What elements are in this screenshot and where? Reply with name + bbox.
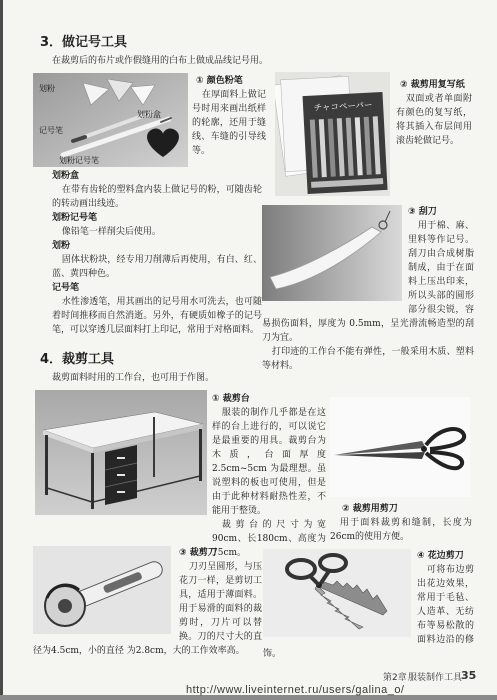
scissors-title: ② 裁剪用剪刀	[342, 504, 398, 514]
marking-tools-photo	[33, 73, 188, 167]
chalk-title: 划粉	[52, 241, 71, 251]
footer-chapter-title: 服装制作工具	[408, 673, 463, 683]
carbon-paper-title: ② 裁剪用复写纸	[400, 80, 465, 90]
scissors-illustration	[330, 397, 470, 497]
pinking-shears-title: ④ 花边剪刀	[417, 551, 464, 561]
page-number: 35	[461, 669, 477, 682]
spatula-photo	[262, 205, 402, 301]
spatula-note: 打印迹的工作台不能有弹性，一般采用木质、塑料等材料。	[262, 347, 474, 371]
carbon-paper-text: 双面或者单面附有颜色的复写纸，将其插入布层间用滚齿轮做记号。	[396, 94, 472, 146]
marking-subitems	[52, 169, 262, 337]
spatula-block	[262, 205, 474, 373]
pinking-shears-text: 可将布边剪出花边效果，常用于毛毡、人造革、无纺布等易松散的面料边沿的修饰。	[263, 565, 474, 659]
section-3-intro: 在裁剪后的布片或作假缝用的白布上做成品线记号用。	[52, 56, 269, 66]
rotary-cutter-text: 刀刃呈圆形，与压花刀一样，是剪切工具，适用于薄面料。用于易滑的面料的裁剪时，刀片可以替换。刀的尺寸大的直径为4.5cm，小的直径 为2.8cm，大的工作效率高。	[33, 562, 262, 656]
spatula-title: ③ 刮刀	[408, 207, 437, 217]
label-chalk: 划粉	[39, 84, 55, 93]
chalk-box-text: 在带有齿轮的塑料盒内装上做记号的粉，可随齿轮的转动画出线迹。	[52, 185, 262, 209]
footer-chapter: 第2章	[383, 673, 407, 683]
carbon-paper-illustration	[275, 72, 390, 196]
carbon-paper-block	[396, 78, 472, 148]
scissors-photo	[330, 397, 470, 497]
spatula-illustration	[262, 205, 402, 301]
chalk-box-title: 划粉盒	[52, 171, 80, 181]
rotary-cutter-photo	[33, 546, 171, 634]
drawer-handle	[117, 474, 125, 476]
colored-chalk-text: 在厚面料上做记号时用来画出纸样的轮廓，还用于缝线、车缝的引导线等。	[192, 90, 266, 156]
scan-edge-left	[0, 0, 3, 700]
carbon-paper-photo	[275, 72, 390, 196]
pinking-shears-block	[263, 549, 474, 661]
chalk-pencil-text: 像铅笔一样削尖后使用。	[61, 227, 161, 237]
rotary-cutter-illustration	[33, 546, 171, 634]
cutting-table-title: ① 裁剪台	[212, 394, 250, 404]
spatula-text: 用于棉、麻、里料等作记号。刮刀由合成树脂制成，由于在面料上压出印来，所以头部的圆形部分很尖锐，容易损伤面料，厚度为 0.5mm，呈光滑流畅造型的刮刀为宜。	[262, 221, 474, 343]
blade-hub	[58, 599, 72, 613]
drawer-handle	[117, 457, 125, 459]
section-4-intro: 裁剪面料时用的工作台，也可用于作图。	[52, 373, 215, 383]
label-chalk-pencil: 划粉记号笔	[59, 156, 99, 165]
scissors-pivot	[421, 446, 427, 452]
drawer-handle	[117, 491, 125, 493]
table-leg	[199, 429, 202, 481]
marker-title: 记号笔	[52, 283, 80, 293]
cutting-table-text: 服装的制作几乎都是在这样的台上进行的，可以说它是最重要的用具。裁剪台为木质，台面厚度 2.5cm~5cm 为最理想。虽说塑料的板也可使用，但是由于此种材料耐热性差，不能用于整烫。	[212, 408, 326, 516]
table-leg	[153, 417, 155, 477]
section-3-title: 3．做记号工具	[40, 35, 128, 50]
rotary-cutter-block	[33, 546, 262, 658]
rotary-cutter-title: ③ 裁剪刀	[179, 548, 217, 558]
label-chalk-box: 划粉盒	[137, 110, 161, 119]
marking-tools-illustration	[33, 73, 188, 167]
colored-chalk-block	[192, 74, 266, 158]
pinking-shears-illustration	[263, 549, 411, 637]
cutting-table-photo	[35, 390, 207, 515]
package-label: チャコペーパー	[313, 100, 373, 114]
pinking-shears-photo	[263, 549, 411, 637]
cutting-table-block	[212, 392, 326, 560]
chalk-pencil-title: 划粉记号笔	[52, 213, 98, 223]
cutting-table-size: 裁剪台的尺寸为宽90cm、长180cm、高度为75cm。	[212, 520, 326, 558]
scissors-block	[330, 502, 472, 544]
chalk-text: 固体状粉块，经专用刀削薄后再使用，有白、红、蓝、黄四种色。	[52, 255, 262, 279]
table-leg	[45, 435, 48, 495]
colored-chalk-title: ① 颜色粉笔	[196, 76, 243, 86]
marker-text: 水性渗透笔，用其画出的记号用水可洗去，也可随着时间推移而自然消逝。另外，有硬质如橡子的记号笔，可以穿透几层面料打上印记，常用于对格面料。	[52, 297, 262, 335]
cutting-table-illustration	[35, 390, 207, 515]
label-marker: 记号笔	[39, 126, 63, 135]
table-leg	[91, 453, 94, 509]
section-4-title: 4．裁剪工具	[40, 352, 115, 367]
watermark-url: http://www.liveinternet.ru/users/galina_o/	[186, 684, 405, 696]
scissors-text: 用于面料裁剪和缝制，长度为26cm的使用方便。	[330, 518, 472, 542]
carbon-paper-package	[303, 92, 388, 194]
